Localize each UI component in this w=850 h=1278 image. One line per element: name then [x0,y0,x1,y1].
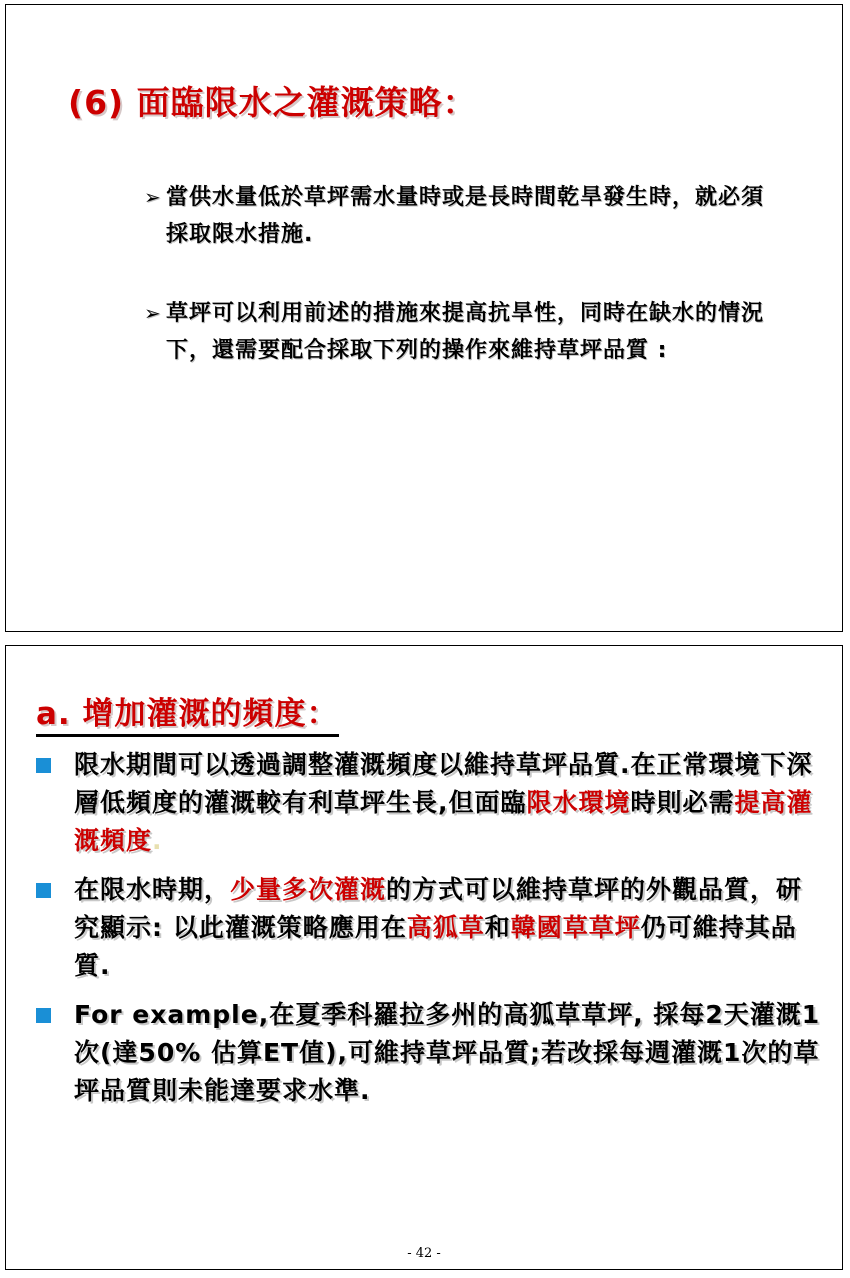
slide2-bullet-1-text [74,746,826,860]
slide1-title: (6) 面臨限水之灌溉策略： [68,83,477,122]
square-bullet-icon [36,883,51,898]
arrow-bullet-icon: ➢ [144,301,162,325]
text-run: . [152,826,163,855]
square-bullet-icon [36,758,51,773]
text-run: 仍可維持其品質. [74,913,797,980]
slide2-bullet-2-text [74,871,826,985]
slide1-bullet-1 [144,179,766,253]
square-bullet-icon [36,1008,51,1023]
slide-2 [5,645,843,1270]
page-number: - 42 - [407,1246,441,1261]
arrow-bullet-icon: ➢ [144,185,162,209]
slide2-bullet-3-text: For example,在夏季科羅拉多州的高狐草草坪, 採每2天灌溉1次(達50% 估算ET值),可維持草坪品質;若改採每週灌溉1次的草坪品質則未能達要求水準. [74,1000,821,1105]
slide2-bullet-1 [36,746,826,860]
text-run: 限水期間可以透過調整灌溉頻度以維持草坪品質.在正常環境下深層低頻度的灌溉較有利草坪生長,但面臨 [74,750,813,817]
highlight-small-frequent-irrigation: 少量多次灌溉 [230,875,387,904]
text-run: 的方式可以維持草坪的外觀品質，研究顯示: 以此灌溉策略應用在 [74,875,803,942]
highlight-tall-fescue: 高狐草 [406,913,485,942]
text-run: 和 [484,913,511,942]
text-run: 在限水時期， [74,875,231,904]
slide2-bullet-3 [36,996,826,1110]
highlight-korean-grass: 韓國草草坪 [510,913,641,942]
slide2-bullet-2 [36,871,826,985]
slide2-title: a. 增加灌溉的頻度： [36,696,339,737]
slide-1 [5,4,843,632]
slide1-bullet-2 [144,295,766,369]
text-run: 時則必需 [630,788,735,817]
slide1-bullet-2-text: 草坪可以利用前述的措施來提高抗旱性，同時在缺水的情況下，還需要配合採取下列的操作來維持草坪品質 : [166,301,765,363]
highlight-increase-frequency: 提高灌溉頻度 [74,788,813,855]
slide1-bullet-1-text: 當供水量低於草坪需水量時或是長時間乾旱發生時，就必須採取限水措施. [166,185,765,247]
highlight-limited-water-env: 限水環境 [526,788,631,817]
